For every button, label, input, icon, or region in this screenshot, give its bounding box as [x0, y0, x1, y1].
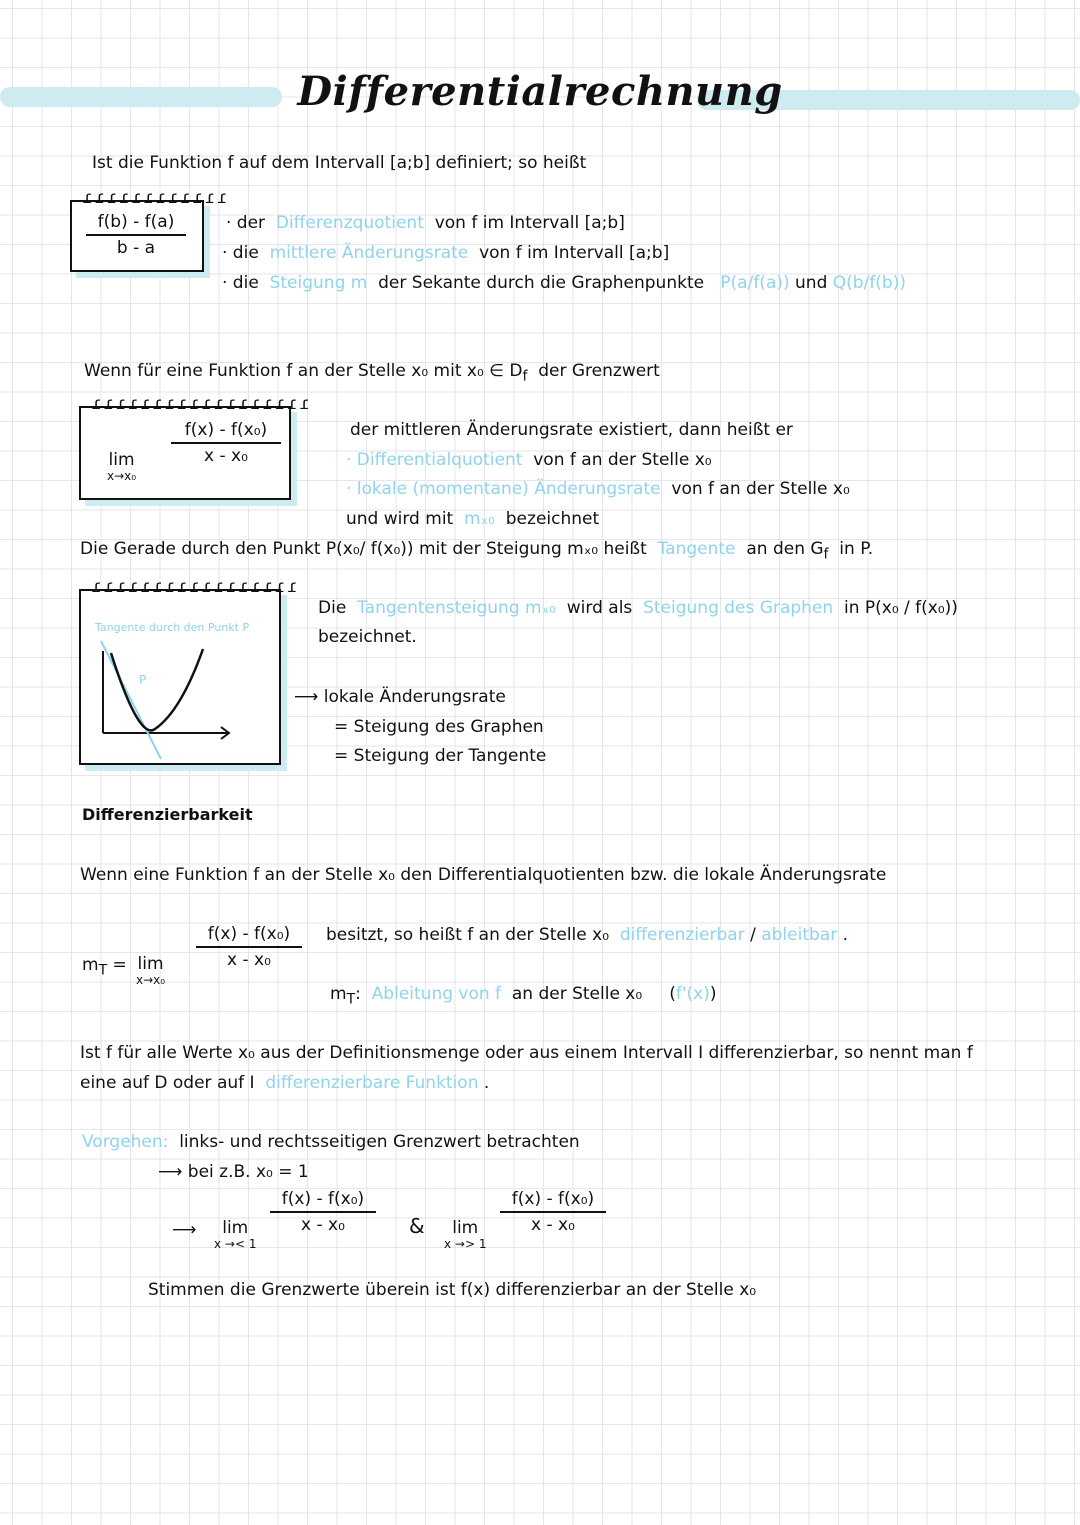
s1-line2: · die mittlere Änderungsrate von f im Intervall [a;b]: [222, 243, 670, 263]
s5-vorgehen: Vorgehen: links- und rechtsseitigen Grenzwert betrachten: [82, 1132, 580, 1152]
s4-ableitung: $m_T$: Ableitung von f an der Stelle x₀ (f'(x)): [330, 984, 717, 1008]
s4-mt: $m_T$ =: [82, 955, 127, 979]
s5-amp: &: [409, 1214, 425, 1238]
s5-arrow: ⟶: [172, 1220, 197, 1240]
s4-besitzt: besitzt, so heißt f an der Stelle x₀ differenzierbar / ableitbar .: [326, 925, 848, 945]
s2-tangent: Die Gerade durch den Punkt P(x₀/ f(x₀)) mit der Steigung mₓ₀ heißt Tangente an den $G_f$ in P.: [80, 539, 874, 563]
graph-point-p: P: [139, 673, 147, 687]
s2-intro: Wenn für eine Funktion f an der Stelle x₀ mit x₀ ∈ $D_f$ der Grenzwert: [84, 361, 660, 385]
s1-line3: · die Steigung m der Sekante durch die Graphenpunkte P(a/f(a)) und Q(b/f(b)): [222, 273, 906, 293]
s2-fraction: $\frac{\text{f(x) - f(x₀)}}{\text{x - x₀}}$: [171, 420, 281, 466]
s5-conclusion: Stimmen die Grenzwerte überein ist f(x) differenzierbar an der Stelle x₀: [148, 1280, 757, 1300]
graph-label: Tangente durch den Punkt P: [95, 621, 250, 634]
s5-fraction-left: $\frac{\text{f(x) - f(x₀)}}{\text{x - x₀}}$: [270, 1189, 376, 1235]
s2-formula-box: [79, 394, 312, 500]
s4-intro: Wenn eine Funktion f an der Stelle x₀ den Differentialquotienten bzw. die lokale Änderungsrate: [80, 865, 887, 885]
s2-r2: · Differentialquotient von f an der Stelle x₀: [346, 450, 712, 470]
spiral-binding: ɾɾɾɾɾɾɾɾɾɾɾɾɾɾɾɾɾɾ: [91, 394, 312, 414]
s4-ist2: eine auf D oder auf I differenzierbare Funktion .: [80, 1073, 490, 1093]
s4-heading: Differenzierbarkeit: [82, 805, 253, 824]
s4-ist1: Ist f für alle Werte x₀ aus der Definitionsmenge oder aus einem Intervall I differenzierbar, so nennt man f: [80, 1043, 973, 1063]
s2-r1: der mittleren Änderungsrate existiert, dann heißt er: [350, 420, 793, 440]
s4-lim: lim x→x₀: [136, 954, 166, 987]
s3-graph-box: [79, 577, 299, 765]
s1-fraction: $\frac{f(b) - f(a)}{b - a}$: [86, 212, 186, 258]
spiral-binding: ɾɾɾɾɾɾɾɾɾɾɾɾɾɾɾɾɾ: [91, 577, 299, 597]
s1-intro: Ist die Funktion f auf dem Intervall [a;b] definiert; so heißt: [92, 153, 587, 173]
s5-lim-left: lim x →< 1: [214, 1218, 257, 1251]
s3-eq2: = Steigung der Tangente: [334, 746, 547, 766]
s1-formula-box: [70, 188, 229, 272]
tangent-graph: [81, 591, 279, 763]
s2-r3: · lokale (momentane) Änderungsrate von f an der Stelle x₀: [346, 479, 850, 499]
s3-r1: Die Tangentensteigung mₓ₀ wird als Steigung des Graphen in P(x₀ / f(x₀)): [318, 598, 958, 618]
s5-fraction-right: $\frac{\text{f(x) - f(x₀)}}{\text{x - x₀}}$: [500, 1189, 606, 1235]
s2-r4: und wird mit mₓ₀ bezeichnet: [346, 509, 600, 529]
tangent-line: [101, 641, 161, 759]
s3-r2: bezeichnet.: [318, 627, 417, 647]
s3-arrow-line: ⟶ lokale Änderungsrate: [294, 687, 506, 707]
s4-fraction: $\frac{\text{f(x) - f(x₀)}}{\text{x - x₀}}$: [196, 924, 302, 970]
s3-eq1: = Steigung des Graphen: [334, 717, 544, 737]
s2-lim: lim x→x₀: [107, 450, 137, 483]
s5-lim-right: lim x →> 1: [444, 1218, 487, 1251]
s5-bei: ⟶ bei z.B. x₀ = 1: [158, 1162, 309, 1182]
parabola: [111, 649, 203, 730]
page-title: Differentialrechnung: [297, 68, 783, 115]
spiral-binding: ɾɾɾɾɾɾɾɾɾɾɾɾ: [82, 188, 229, 208]
s1-line1: · der Differenzquotient von f im Intervall [a;b]: [226, 213, 625, 233]
